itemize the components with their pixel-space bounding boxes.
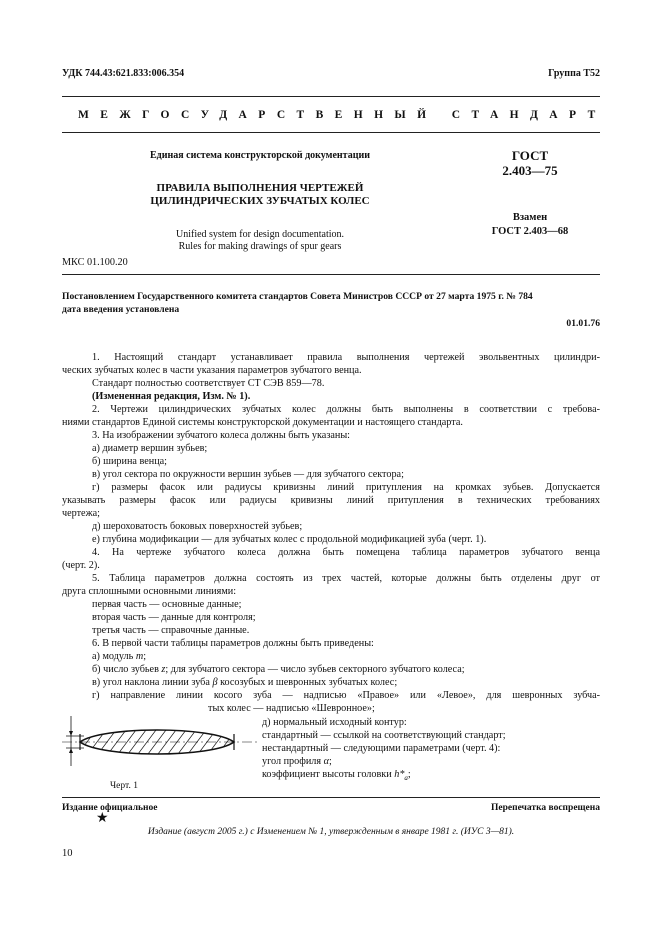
para-2-line1: 2. Чертежи цилиндрических зубчатых колес должны быть выполнены в соответствии с требова- (92, 404, 600, 415)
doc-title-line1: ПРАВИЛА ВЫПОЛНЕНИЯ ЧЕРТЕЖЕЙ (156, 182, 364, 194)
para-3-e: д) шероховатость боковых поверхностей зубьев; (92, 521, 303, 532)
para-6-d-line2: тых колес — надписью «Шевронное»; (208, 703, 375, 714)
footer-rule (62, 797, 600, 798)
para-3-b: б) ширина венца; (92, 456, 168, 467)
mks-code: МКС 01.100.20 (62, 257, 128, 268)
edition-note: Издание (август 2005 г.) с Изменением № 1, утвержденным в январе 1981 г. (ИУС 3—81). (147, 827, 515, 837)
para-3-c: в) угол сектора по окружности вершин зубьев — для зубчатого сектора; (92, 469, 404, 480)
page-number: 10 (62, 848, 73, 859)
para-6: 6. В первой части таблицы параметров должны быть приведены: (92, 638, 374, 649)
replaces-label: Взамен (512, 212, 548, 223)
para-6-e-profile-angle: угол профиля α; (262, 756, 332, 767)
effective-date: 01.01.76 (566, 318, 600, 329)
para-3-d-line2: указывать размеры фасок или радиусы кривизны линий притупления в технических требованиях (62, 495, 600, 506)
banner-rule (62, 132, 600, 133)
para-6-e-addendum: коэффициент высоты головки $h*_a$; (262, 769, 411, 783)
para-2-line2: ниями стандартов Единой системы конструкторской документации и настоящего стандарта. (62, 417, 463, 428)
gost-number: 2.403—75 (502, 163, 558, 178)
figure-caption: Черт. 1 (110, 781, 138, 791)
para-6-b: б) число зубьев z; для зубчатого сектора — число зубьев секторного зубчатого колеса; (92, 664, 465, 675)
udk-code: УДК 744.43:621.833:006.354 (62, 68, 185, 79)
doc-title-line2: ЦИЛИНДРИЧЕСКИХ ЗУБЧАТЫХ КОЛЕС (150, 195, 370, 207)
title-rule (62, 274, 600, 275)
english-title-line1: Unified system for design documentation. (175, 229, 345, 240)
para-1-line3: Стандарт полностью соответствует СТ СЭВ 859—78. (92, 378, 325, 389)
decree-line1: Постановлением Государственного комитета стандартов Совета Министров СССР от 27 марта 1975 г. № 784 (62, 291, 533, 302)
system-name: Единая система конструкторской документации (150, 150, 370, 161)
official-edition: Издание официальное (62, 803, 158, 813)
reprint-notice: Перепечатка воспрещена (490, 803, 600, 813)
para-6-c: в) угол наклона линии зуба β косозубых и шевронных зубчатых колес; (92, 677, 398, 688)
para-3-a: а) диаметр вершин зубьев; (92, 443, 208, 454)
gear-tooth-drawing (62, 712, 257, 772)
standard-banner: МЕЖГОСУДАРСТВЕННЫЙ СТАНДАРТ (78, 109, 607, 121)
para-4-line1: 4. На чертеже зубчатого колеса должна быть помещена таблица параметров зубчатого венца (92, 547, 600, 558)
para-3-d-line3: чертежа; (62, 508, 100, 519)
para-3-f: е) глубина модификации — для зубчатых колес с продольной модификацией зуба (черт. 1). (92, 534, 487, 545)
para-6-e: д) нормальный исходный контур: (262, 717, 407, 728)
para-5-part3: третья часть — справочные данные. (92, 625, 250, 636)
group-code: Группа Т52 (548, 68, 600, 79)
para-1-line2: ческих зубчатых колес в части указания параметров зубчатого венца. (62, 365, 362, 376)
decree-line2: дата введения установлена (62, 304, 180, 315)
gost-label: ГОСТ (511, 148, 549, 163)
para-1-amend: (Измененная редакция, Изм. № 1). (92, 391, 251, 402)
para-3-d-line1: г) размеры фасок или радиусы кривизны линий притупления на кромках зубьев. Допускается (92, 482, 600, 493)
para-3: 3. На изображении зубчатого колеса должны быть указаны: (92, 430, 351, 441)
para-5-part1: первая часть — основные данные; (92, 599, 242, 610)
para-6-e-standard: стандартный — ссылкой на соответствующий стандарт; (262, 730, 506, 741)
para-4-line2: (черт. 2). (62, 560, 100, 571)
star-icon: ★ (96, 811, 109, 826)
top-rule (62, 96, 600, 97)
para-6-d-line1: г) направление линии косого зуба — надписью «Правое» или «Левое», для шевронных зубча- (92, 690, 600, 701)
para-6-a: а) модуль m; (92, 651, 147, 662)
para-5-part2: вторая часть — данные для контроля; (92, 612, 256, 623)
english-title-line2: Rules for making drawings of spur gears (178, 241, 342, 252)
para-1-line1: 1. Настоящий стандарт устанавливает правила выполнения чертежей эвольвентных цилиндри- (92, 352, 600, 363)
para-5-line1: 5. Таблица параметров должна состоять из трех частей, которые должны быть отделены друг от (92, 573, 600, 584)
replaces-number: ГОСТ 2.403—68 (491, 226, 569, 237)
para-6-e-nonstandard: нестандартный — следующими параметрами (черт. 4): (262, 743, 501, 754)
para-5-line2: друга сплошными основными линиями: (62, 586, 237, 597)
